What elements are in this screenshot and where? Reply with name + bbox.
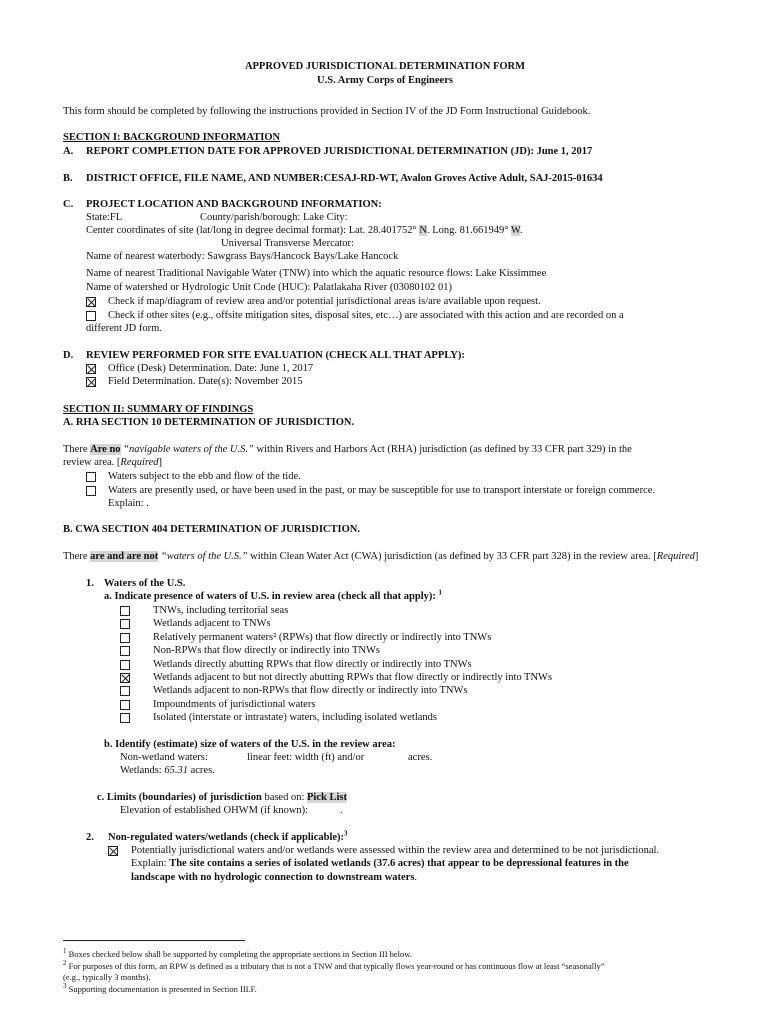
nearest-tnw: Name of nearest Traditional Navigable Water (TNW) into which the aquatic resource flows: Lake Kissimmee xyxy=(86,268,547,279)
footnote-1 xyxy=(63,949,412,959)
ohwm-label: Elevation of established OHWM (if known): xyxy=(120,805,309,816)
non-regulated-explain xyxy=(131,858,629,870)
rha-quote: “navigable waters of the U.S.” xyxy=(120,444,254,455)
rha-tide-checkbox[interactable] xyxy=(86,472,96,482)
footnote-1-num: 1 xyxy=(63,947,67,956)
wetlands-label: Wetlands: xyxy=(120,765,165,776)
rha-there: There xyxy=(63,444,91,455)
footnote-2-num: 2 xyxy=(63,959,67,968)
rha-required: Required xyxy=(120,457,159,468)
presence-heading-text: a. Indicate presence of waters of U.S. in review area (check all that apply): xyxy=(104,591,439,602)
rha-pick-list[interactable]: Are no xyxy=(90,444,121,455)
cwa-heading: B. CWA SECTION 404 DETERMINATION OF JURISDICTION. xyxy=(63,524,360,535)
map-available-checkbox[interactable] xyxy=(86,297,96,307)
acres-label: acres. xyxy=(408,752,433,763)
footnote-3-text: Supporting documentation is presented in Section III.F. xyxy=(66,984,257,994)
map-available-label: Check if map/diagram of review area and/or potential jurisdictional areas is/are available upon request. xyxy=(108,296,541,307)
item-c-letter: C. xyxy=(63,199,74,210)
longitude-direction: W xyxy=(510,225,520,236)
non-regulated-explain-2 xyxy=(131,872,417,884)
limits-line xyxy=(97,792,347,804)
item-a-letter: A. xyxy=(63,146,74,157)
footnote-2-text: For purposes of this form, an RPW is defined as a tributary that is not a TNW and that typically flows year-round or has continuous flow at least “seasonally” xyxy=(66,961,605,971)
rha-heading: A. RHA SECTION 10 DETERMINATION OF JURISDICTION. xyxy=(63,417,355,428)
footnote-2 xyxy=(63,961,605,971)
cwa-pick-list[interactable]: are and are not xyxy=(90,551,159,562)
cwa-required: Required xyxy=(656,551,695,562)
non-regulated-checkbox[interactable] xyxy=(108,846,118,856)
review-performed-heading: REVIEW PERFORMED FOR SITE EVALUATION (CHECK ALL THAT APPLY): xyxy=(86,350,465,361)
field-determination-label: Field Determination. Date(s): November 2015 xyxy=(108,376,303,387)
footnote-1-text: Boxes checked below shall be supported by completing the appropriate sections in Section III below. xyxy=(66,949,412,959)
waters-presence-label: Non-RPWs that flow directly or indirectly into TNWs xyxy=(153,645,380,656)
ohwm-end: . xyxy=(340,805,343,816)
non-regulated-heading-text: Non-regulated waters/wetlands (check if applicable): xyxy=(108,832,345,843)
waters-presence-checkbox[interactable] xyxy=(120,660,130,670)
coords-label: Center coordinates of site (lat/long in degree decimal format): Lat. 28.401752° xyxy=(86,225,420,236)
non-regulated-num: 2. xyxy=(86,832,94,843)
longitude-label: . Long. 81.661949° xyxy=(426,225,511,236)
wetlands-unit: acres. xyxy=(187,765,215,776)
limits-prefix: c. xyxy=(97,792,107,803)
waters-presence-checkbox[interactable] xyxy=(120,713,130,723)
other-sites-checkbox[interactable] xyxy=(86,311,96,321)
office-desk-checkbox[interactable] xyxy=(86,364,96,374)
report-completion-date: REPORT COMPLETION DATE FOR APPROVED JURISDICTIONAL DETERMINATION (JD): June 1, 2017 xyxy=(86,146,593,157)
watershed-huc: Name of watershed or Hydrologic Unit Code (HUC): Palatlakaha River (03080102 01) xyxy=(86,282,452,293)
presence-heading xyxy=(104,588,442,603)
project-location-heading: PROJECT LOCATION AND BACKGROUND INFORMATION: xyxy=(86,199,382,210)
waters-presence-label: Isolated (interstate or intrastate) waters, including isolated wetlands xyxy=(153,712,437,723)
non-wetland-label: Non-wetland waters: xyxy=(120,752,208,763)
other-sites-label-cont: different JD form. xyxy=(86,323,162,334)
size-heading: b. Identify (estimate) size of waters of the U.S. in the review area: xyxy=(104,739,396,750)
cwa-rest: within Clean Water Act (CWA) jurisdiction (as defined by 33 CFR part 328) in the review area. [ xyxy=(247,551,657,562)
waters-presence-label: Wetlands adjacent to but not directly abutting RPWs that flow directly or indirectly into TNWs xyxy=(153,672,553,683)
waters-presence-checkbox[interactable] xyxy=(120,673,130,683)
waters-presence-label: Wetlands adjacent to TNWs xyxy=(153,618,271,629)
waters-presence-checkbox[interactable] xyxy=(120,686,130,696)
nearest-waterbody: Name of nearest waterbody: Sawgrass Bays/Hancock Bays/Lake Hancock xyxy=(86,251,399,262)
rha-statement xyxy=(63,444,632,456)
waters-presence-checkbox[interactable] xyxy=(120,606,130,616)
section2-heading: SECTION II: SUMMARY OF FINDINGS xyxy=(63,404,254,415)
waters-presence-label: Relatively permanent waters² (RPWs) that flow directly or indirectly into TNWs xyxy=(153,632,492,643)
field-determination-checkbox[interactable] xyxy=(86,377,96,387)
waters-presence-checkbox[interactable] xyxy=(120,700,130,710)
office-desk-label: Office (Desk) Determination. Date: June 1, 2017 xyxy=(108,363,314,374)
wetlands-acres-value: 65.31 xyxy=(164,765,188,776)
waters-presence-checkbox[interactable] xyxy=(120,619,130,629)
limits-based: based on: xyxy=(261,792,308,803)
waters-presence-checkbox[interactable] xyxy=(120,633,130,643)
rha-line2-b: ] xyxy=(158,457,163,468)
linear-feet-label: linear feet: width (ft) and/or xyxy=(247,752,365,763)
waters-presence-label: Impoundments of jurisdictional waters xyxy=(153,699,316,710)
latitude-direction: N xyxy=(419,225,427,236)
waters-presence-label: Wetlands directly abutting RPWs that flow directly or indirectly into TNWs xyxy=(153,659,472,670)
form-subtitle: U.S. Army Corps of Engineers xyxy=(317,75,453,86)
waters-presence-label: Wetlands adjacent to non-RPWs that flow directly or indirectly into TNWs xyxy=(153,685,468,696)
rha-statement-line2 xyxy=(63,457,162,469)
state-field: State:FL xyxy=(86,212,123,223)
waters-heading: Waters of the U.S. xyxy=(104,578,186,589)
cwa-quote: “waters of the U.S.” xyxy=(158,551,248,562)
footnote-ref-3: 3 xyxy=(344,829,348,838)
explain-text-2: landscape with no hydrologic connection to downstream waters xyxy=(131,872,415,883)
footnote-2-cont: (e.g., typically 3 months). xyxy=(63,972,151,982)
form-title: APPROVED JURISDICTIONAL DETERMINATION FORM xyxy=(244,61,526,72)
coords-end: . xyxy=(519,225,523,236)
limits-pick-list[interactable]: Pick List xyxy=(307,792,347,803)
explain-end: . xyxy=(414,872,418,883)
non-regulated-heading xyxy=(108,829,348,844)
rha-line2-a: review area. [ xyxy=(63,457,121,468)
county-field: County/parish/borough: Lake City: xyxy=(200,212,348,223)
footnote-3-num: 3 xyxy=(63,982,67,991)
section1-heading: SECTION I: BACKGROUND INFORMATION xyxy=(63,132,281,143)
cwa-there: There xyxy=(63,551,91,562)
footnote-ref-1: 1 xyxy=(438,588,442,597)
footnote-divider xyxy=(63,940,245,941)
footnote-3 xyxy=(63,984,257,994)
rha-tide-label: Waters subject to the ebb and flow of the tide. xyxy=(108,471,301,482)
item-b-letter: B. xyxy=(63,173,73,184)
rha-explain: Explain: . xyxy=(108,498,149,509)
rha-commerce-checkbox[interactable] xyxy=(86,486,96,496)
rha-rest: within Rivers and Harbors Act (RHA) jurisdiction (as defined by 33 CFR part 329) in the xyxy=(253,444,632,455)
center-coordinates xyxy=(86,225,523,237)
intro-text: This form should be completed by following the instructions provided in Section IV of the JD Form Instructional Guidebook. xyxy=(63,106,591,117)
wetlands-size xyxy=(120,765,215,777)
limits-heading: Limits (boundaries) of jurisdiction xyxy=(106,792,262,803)
waters-presence-label: TNWs, including territorial seas xyxy=(153,605,289,616)
item-d-letter: D. xyxy=(63,350,74,361)
other-sites-label: Check if other sites (e.g., offsite mitigation sites, disposal sites, etc…) are associated with this action and are recorded on a xyxy=(108,310,624,321)
waters-presence-checkbox[interactable] xyxy=(120,646,130,656)
explain-label: Explain: xyxy=(131,858,170,869)
cwa-close: ] xyxy=(694,551,699,562)
district-office-file: DISTRICT OFFICE, FILE NAME, AND NUMBER:CESAJ-RD-WT, Avalon Groves Active Adult, SAJ-2015-01634 xyxy=(86,173,603,184)
waters-num: 1. xyxy=(86,578,94,589)
utm-field: Universal Transverse Mercator: xyxy=(221,238,354,249)
non-regulated-text: Potentially jurisdictional waters and/or wetlands were assessed within the review area and determined to be not jurisdictional. xyxy=(131,845,660,856)
cwa-statement xyxy=(63,551,698,563)
rha-commerce-label: Waters are presently used, or have been used in the past, or may be susceptible for use to transport interstate or foreign commerce. xyxy=(108,485,656,496)
explain-text: The site contains a series of isolated wetlands (37.6 acres) that appear to be depressional features in the xyxy=(169,858,629,869)
